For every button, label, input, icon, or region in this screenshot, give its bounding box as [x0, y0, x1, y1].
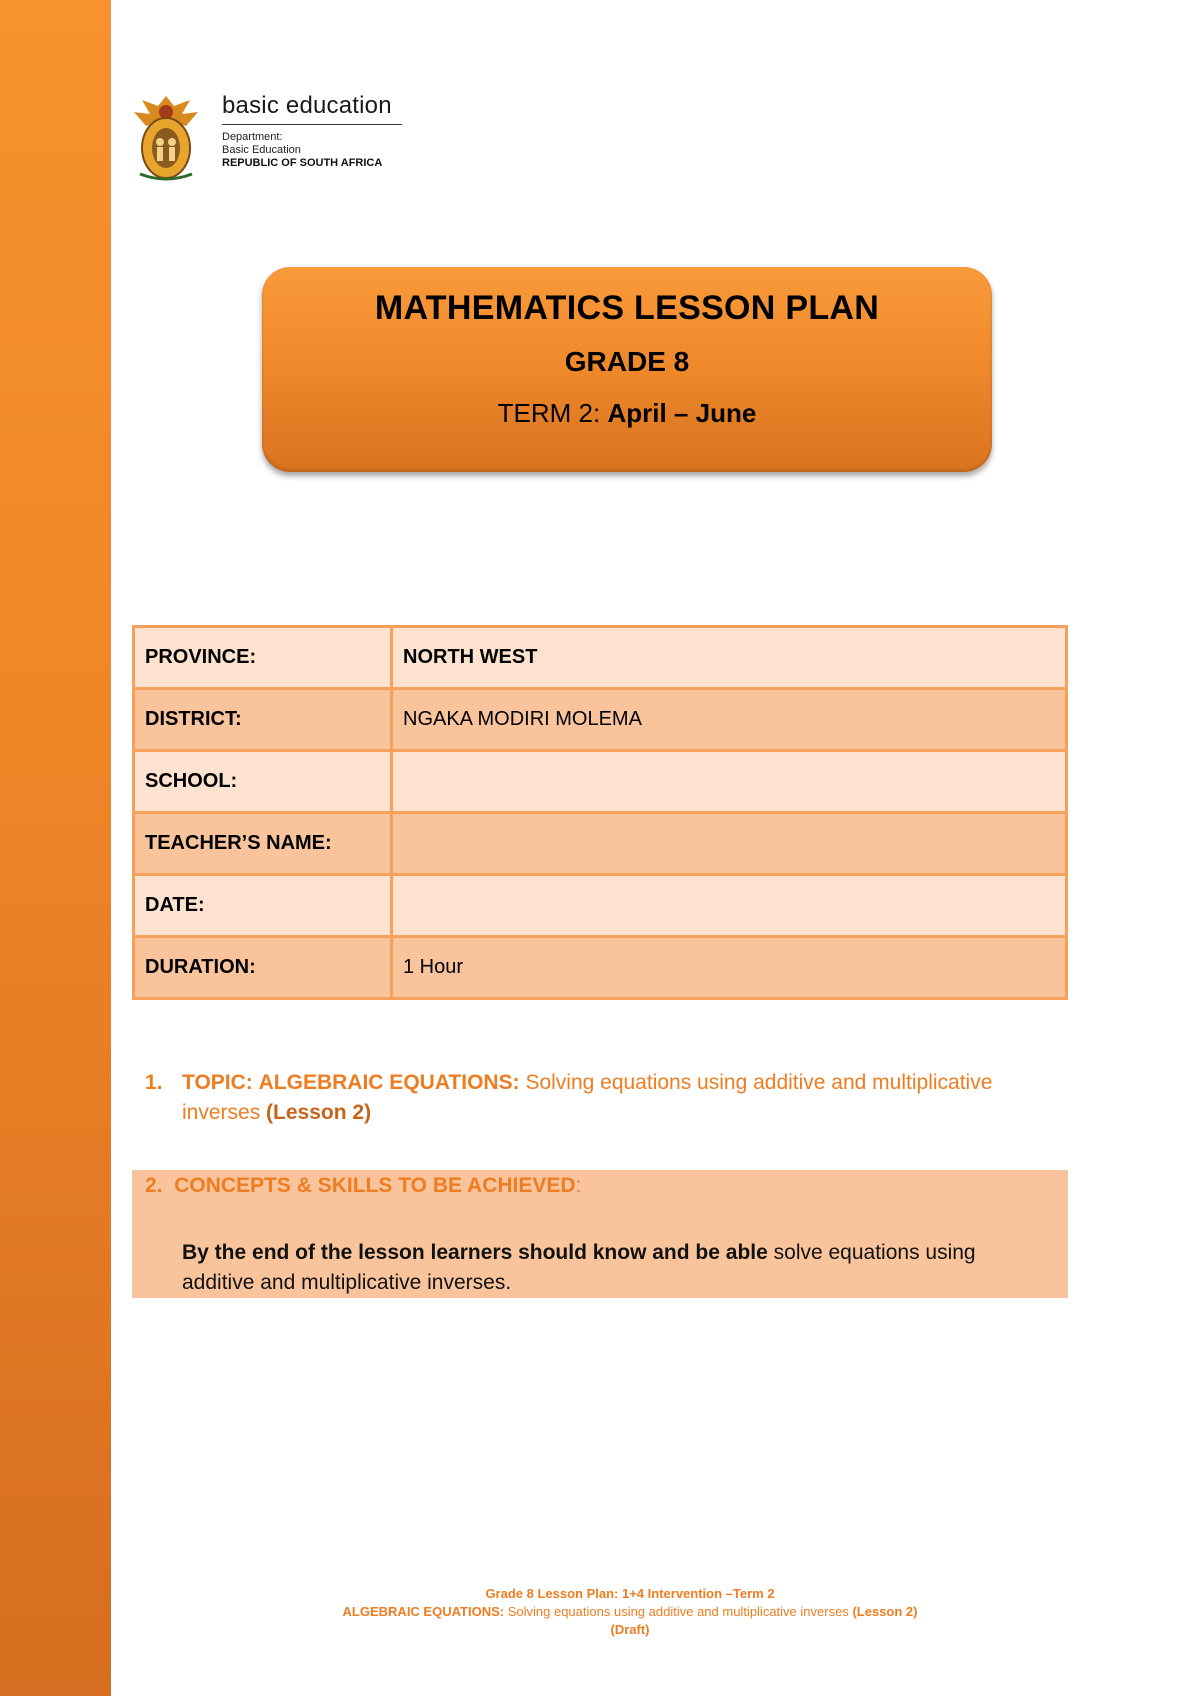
footer-line-1: Grade 8 Lesson Plan: 1+4 Intervention –Term 2 [485, 1586, 775, 1601]
table-row [134, 937, 1067, 999]
page-footer [0, 1585, 1200, 1639]
orange-side-bar [0, 0, 111, 1696]
footer-line-2 [0, 1603, 1200, 1621]
table-row [134, 875, 1067, 937]
duration-label: DURATION: [134, 937, 392, 999]
date-value [392, 875, 1067, 937]
date-label: DATE: [134, 875, 392, 937]
term-range: April – June [607, 398, 757, 428]
table-row [134, 751, 1067, 813]
teacher-label: TEACHER’S NAME: [134, 813, 392, 875]
brand-name: basic education [222, 92, 392, 119]
concepts-colon: : [575, 1174, 582, 1197]
concepts-number: 2. [145, 1174, 163, 1197]
teacher-value [392, 813, 1067, 875]
title-term [262, 398, 992, 429]
duration-value: 1 Hour [392, 937, 1067, 999]
table-row [134, 813, 1067, 875]
district-label: DISTRICT: [134, 689, 392, 751]
topic-heading: ALGEBRAIC EQUATIONS: [258, 1071, 520, 1094]
brand-rule [222, 124, 402, 125]
term-label: TERM 2: [497, 398, 601, 428]
lesson-info-table [132, 625, 1068, 1000]
coat-of-arms-icon [130, 92, 202, 184]
dept-line-1: Department: [222, 131, 283, 143]
concepts-title: CONCEPTS & SKILLS TO BE ACHIEVED [174, 1174, 576, 1197]
footer-lesson: (Lesson 2) [852, 1604, 918, 1619]
topic-label: TOPIC: [182, 1071, 253, 1094]
topic-section [145, 1068, 1065, 1128]
school-value [392, 751, 1067, 813]
title-main: MATHEMATICS LESSON PLAN [374, 289, 880, 327]
title-grade: GRADE 8 [564, 346, 690, 377]
province-label: PROVINCE: [134, 627, 392, 689]
topic-text: Solving equations using additive and multiplicative inverses [182, 1071, 993, 1124]
table-row [134, 627, 1067, 689]
footer-heading: ALGEBRAIC EQUATIONS: [342, 1604, 505, 1619]
footer-text: Solving equations using additive and multiplicative inverses [507, 1604, 849, 1619]
dept-line-2: Basic Education [222, 144, 301, 156]
concepts-section [132, 1170, 1068, 1298]
topic-lesson: (Lesson 2) [266, 1101, 372, 1124]
footer-line-3: (Draft) [610, 1622, 650, 1637]
concepts-bold-text: By the end of the lesson learners should know and be able [182, 1241, 768, 1264]
concepts-body-text: solve equations using additive and multiplicative inverses. [182, 1241, 976, 1294]
department-logo [130, 92, 430, 192]
school-label: SCHOOL: [134, 751, 392, 813]
table-row [134, 689, 1067, 751]
concepts-text [182, 1238, 1022, 1298]
topic-number: 1. [145, 1071, 163, 1094]
country-name: REPUBLIC OF SOUTH AFRICA [222, 157, 383, 169]
district-value: NGAKA MODIRI MOLEMA [392, 689, 1067, 751]
lesson-plan-title-box [262, 267, 992, 472]
province-value: NORTH WEST [392, 627, 1067, 689]
concepts-heading [145, 1174, 581, 1198]
